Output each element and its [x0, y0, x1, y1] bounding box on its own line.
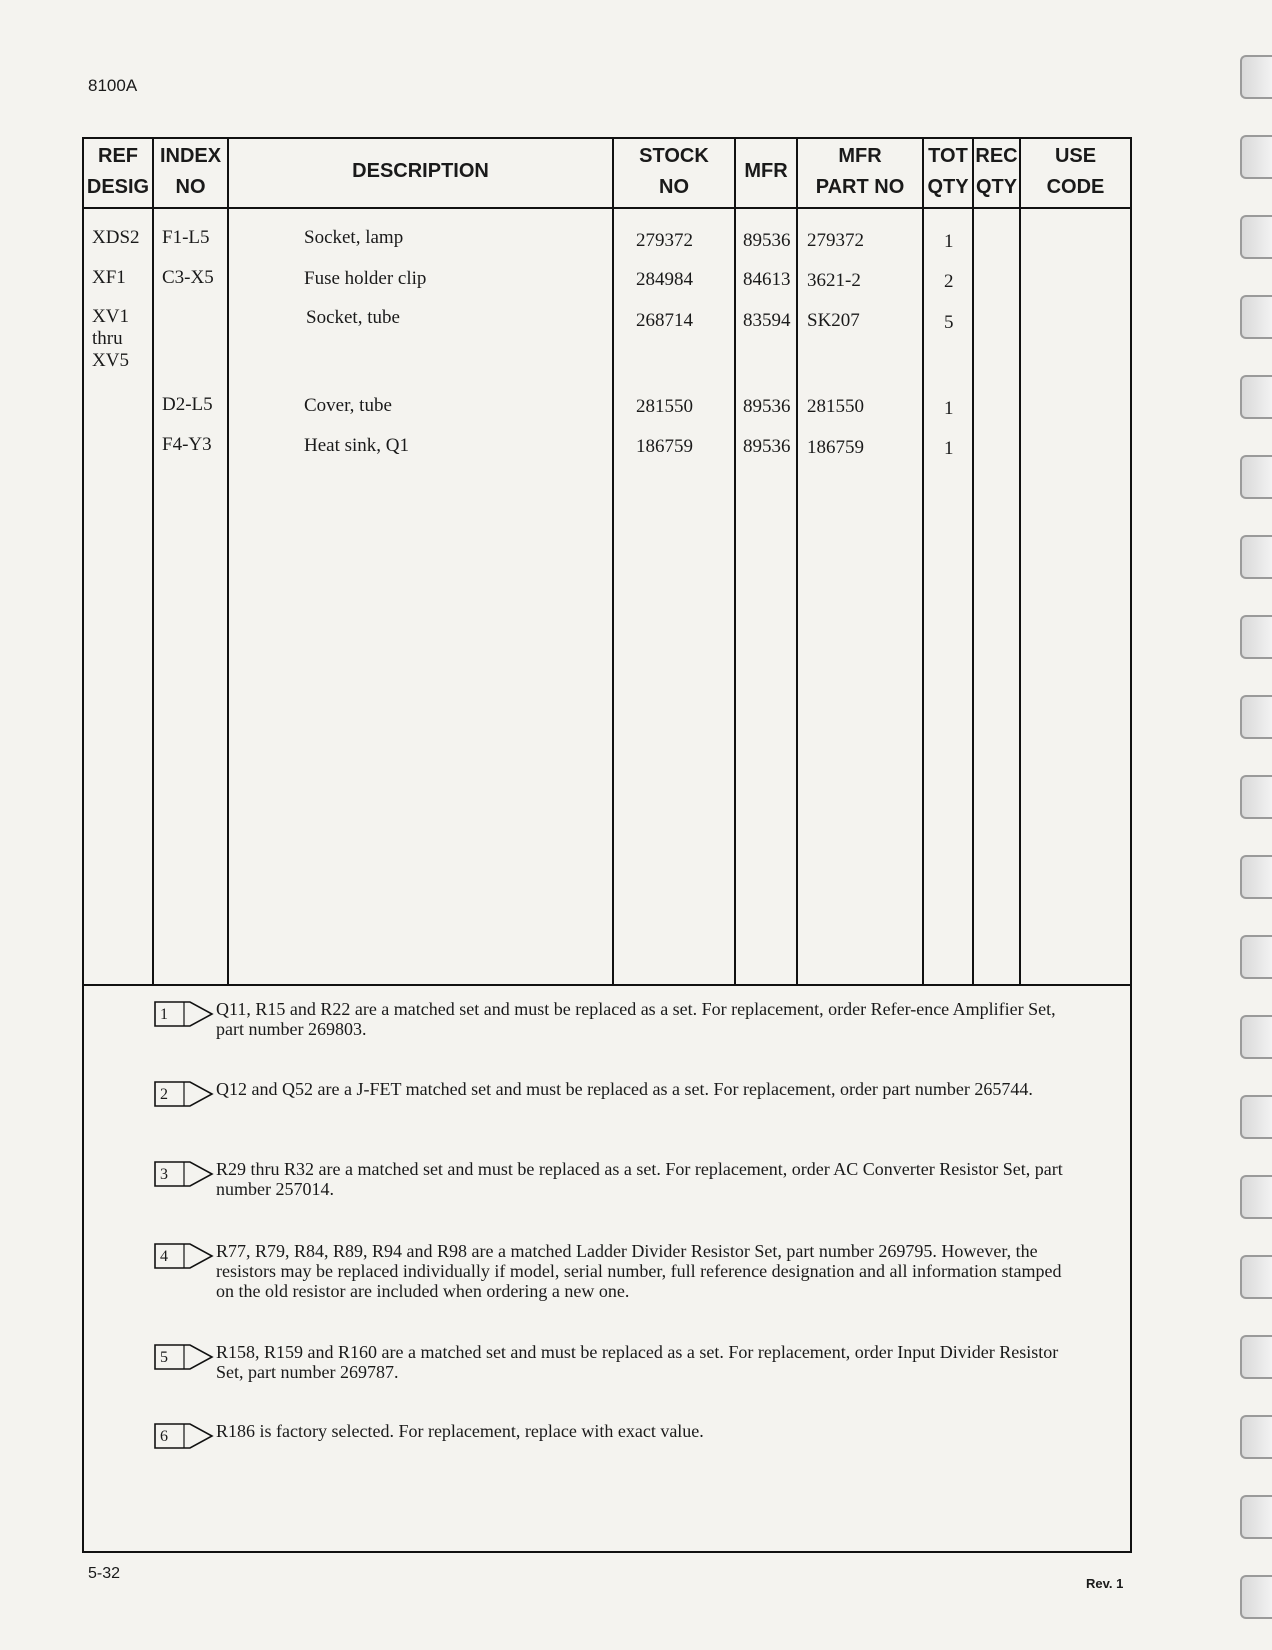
note-4-text: R77, R79, R84, R89, R94 and R98 are a matched Ladder Divider Resistor Set, part number 269795. However, the resistors may be replaced individually if model, serial number, full reference designation and all information stamped on the old resistor are included when ordering a new one. [216, 1241, 1062, 1301]
col-header-stock-no: STOCK NO [639, 145, 709, 198]
model-number: 8100A [88, 76, 138, 95]
row-1-stock: 279372 [636, 230, 693, 251]
row-4-mfr: 89536 [743, 396, 791, 417]
binding-ring [1240, 375, 1272, 419]
note-5-text: R158, R159 and R160 are a matched set and must be replaced as a set. For replacement, order Input Divider Resistor Set, part number 269787. [216, 1342, 1059, 1382]
binding-ring [1240, 1255, 1272, 1299]
row-4-index: D2-L5 [162, 394, 213, 415]
binding-ring [1240, 135, 1272, 179]
row-3-ref: XV1 [92, 306, 129, 327]
binding-ring [1240, 1015, 1272, 1059]
col-header-mfr-part-no: MFR PART NO [815, 145, 905, 198]
row-4-stock: 281550 [636, 396, 693, 417]
row-3-ref-end: XV5 [92, 350, 129, 371]
binding-ring [1240, 55, 1272, 99]
row-3-description: Socket, tube [306, 307, 400, 328]
col-header-ref-desig: REF DESIG [86, 145, 150, 198]
flag-4-icon: 4 [154, 1243, 214, 1269]
col-header-description: DESCRIPTION [352, 160, 489, 182]
binding-ring [1240, 1335, 1272, 1379]
row-3-stock: 268714 [636, 310, 693, 331]
revision-label: Rev. 1 [1086, 1576, 1124, 1591]
row-4-part: 281550 [807, 396, 864, 417]
row-1-qty: 1 [944, 231, 954, 252]
flag-2-icon: 2 [154, 1081, 214, 1107]
col-header-use-code: USE CODE [1046, 145, 1105, 198]
row-5-stock: 186759 [636, 436, 693, 457]
spiral-binding [1236, 40, 1272, 1650]
table-bottom-rule [84, 984, 1130, 986]
note-3-text: R29 thru R32 are a matched set and must be replaced as a set. For replacement, order AC Converter Resistor Set, part number 257014. [216, 1159, 1063, 1199]
row-5-index: F4-Y3 [162, 434, 212, 455]
row-5-mfr: 89536 [743, 436, 791, 457]
row-2-index: C3-X5 [162, 267, 214, 288]
row-2-stock: 284984 [636, 269, 693, 290]
binding-ring [1240, 695, 1272, 739]
binding-ring [1240, 1495, 1272, 1539]
binding-ring [1240, 1415, 1272, 1459]
row-3-ref-thru: thru [92, 328, 123, 349]
col-header-index-no: INDEX NO [159, 145, 222, 198]
flag-5-icon: 5 [154, 1344, 214, 1370]
row-3-part: SK207 [807, 310, 860, 331]
row-1-description: Socket, lamp [304, 227, 404, 248]
row-5-description: Heat sink, Q1 [304, 435, 410, 456]
binding-ring [1240, 615, 1272, 659]
row-4-description: Cover, tube [304, 395, 392, 416]
row-3-mfr: 83594 [743, 310, 791, 331]
binding-ring [1240, 935, 1272, 979]
binding-ring [1240, 1175, 1272, 1219]
binding-ring [1240, 1095, 1272, 1139]
note-2-text: Q12 and Q52 are a J-FET matched set and must be replaced as a set. For replacement, order part number 265744. [216, 1079, 1033, 1099]
row-5-part: 186759 [807, 437, 864, 458]
binding-ring [1240, 1575, 1272, 1619]
parts-list-table [82, 137, 1132, 1553]
row-1-ref: XDS2 [92, 227, 140, 248]
binding-ring [1240, 535, 1272, 579]
note-1-text: Q11, R15 and R22 are a matched set and must be replaced as a set. For replacement, order Refer-ence Amplifier Set, part number 269803. [216, 999, 1056, 1039]
binding-ring [1240, 455, 1272, 499]
row-2-mfr: 84613 [743, 269, 791, 290]
col-header-tot-qty: TOT QTY [927, 145, 969, 198]
row-5-qty: 1 [944, 438, 954, 459]
flag-1-icon: 1 [154, 1001, 214, 1027]
row-2-description: Fuse holder clip [304, 268, 427, 289]
flag-6-icon: 6 [154, 1423, 214, 1449]
binding-ring [1240, 215, 1272, 259]
binding-ring [1240, 775, 1272, 819]
row-2-qty: 2 [944, 271, 954, 292]
row-2-ref: XF1 [92, 267, 126, 288]
row-1-mfr: 89536 [743, 230, 791, 251]
row-1-part: 279372 [807, 230, 864, 251]
binding-ring [1240, 295, 1272, 339]
page-number: 5-32 [88, 1565, 121, 1582]
row-2-part: 3621-2 [807, 270, 861, 291]
flag-3-icon: 3 [154, 1161, 214, 1187]
row-3-qty: 5 [944, 312, 954, 333]
note-6-text: R186 is factory selected. For replacement, replace with exact value. [216, 1421, 704, 1441]
binding-ring [1240, 855, 1272, 899]
col-header-mfr: MFR [744, 160, 788, 182]
row-1-index: F1-L5 [162, 227, 210, 248]
row-4-qty: 1 [944, 398, 954, 419]
col-header-rec-qty: REC QTY [975, 145, 1018, 198]
